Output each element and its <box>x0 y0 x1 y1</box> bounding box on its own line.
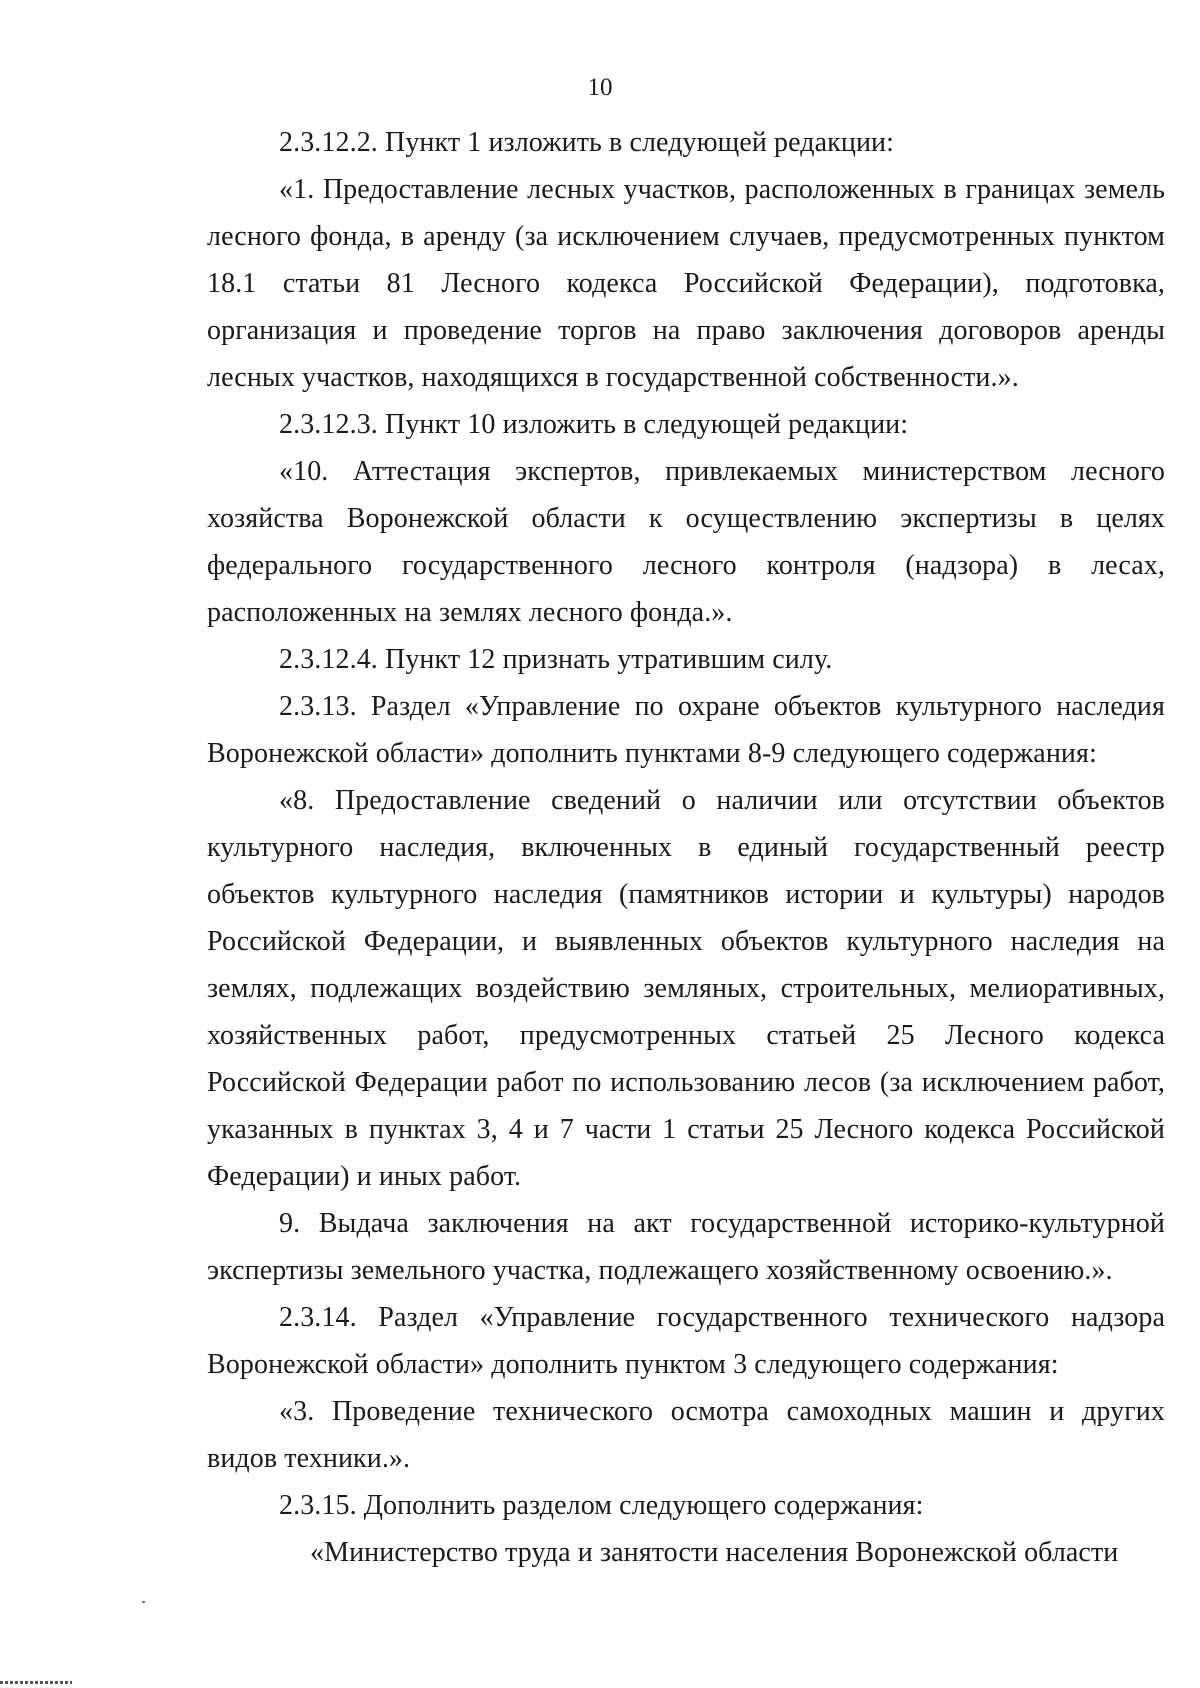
paragraph-2-3-15: 2.3.15. Дополнить разделом следующего содержания: <box>279 1490 924 1521</box>
paragraph-2-3-12-4: 2.3.12.4. Пункт 12 признать утратившим силу. <box>279 644 833 675</box>
paragraph-item-9-text: 9. Выдача заключения на акт государственной историко-культурной экспертизы земельного участка, подлежащего хозяйственному освоению.». <box>207 1208 1165 1286</box>
paragraph-2-3-13: 2.3.13. Раздел «Управление по охране объектов культурного наследия Воронежской области» дополнить пунктами 8-9 следующего содержания: <box>207 691 1165 769</box>
paragraph-item-3-text: «3. Проведение технического осмотра самоходных машин и других видов техники.». <box>207 1396 1165 1474</box>
section-title-ministry: «Министерство труда и занятости населения Воронежской области <box>310 1537 1119 1568</box>
paragraph-2-3-12-3: 2.3.12.3. Пункт 10 изложить в следующей редакции: <box>279 409 909 440</box>
paragraph-item-8-text: «8. Предоставление сведений о наличии или отсутствии объектов культурного наследия, включенных в единый государственный реестр объектов культурного наследия (памятников истории и культуры) народов Российской Федерации, и выявленных объектов культурного наследия на землях, подлежащих воздействию земляных, строительных, мелиоративных, хозяйственных работ, предусмотренных статьей 25 Лесного кодекса Российской Федерации работ по использованию лесов (за исключением работ, указанных в пунктах 3, 4 и 7 части 1 статьи 25 Лесного кодекса Российской Федерации) и иных работ. <box>207 785 1165 1192</box>
paragraph-2-3-12-2: 2.3.12.2. Пункт 1 изложить в следующей редакции: <box>279 127 895 158</box>
paragraph-2-3-14: 2.3.14. Раздел «Управление государственного технического надзора Воронежской области» дополнить пунктом 3 следующего содержания: <box>207 1302 1165 1380</box>
scan-artifact-edge <box>0 1681 72 1684</box>
paragraph-item-10-text: «10. Аттестация экспертов, привлекаемых министерством лесного хозяйства Воронежской области к осуществлению экспертизы в целях федерального государственного лесного контроля (надзора) в лесах, расположенных на землях лесного фонда.». <box>207 456 1165 628</box>
scan-artifact-dot <box>142 1601 145 1603</box>
page-number: 10 <box>587 74 613 101</box>
paragraph-item-1-text: «1. Предоставление лесных участков, расположенных в границах земель лесного фонда, в аренду (за исключением случаев, предусмотренных пунктом 18.1 статьи 81 Лесного кодекса Российской Федерации), подготовка, организация и проведение торгов на право заключения договоров аренды лесных участков, находящихся в государственной собственности.». <box>207 174 1165 393</box>
document-body <box>207 119 1165 1576</box>
